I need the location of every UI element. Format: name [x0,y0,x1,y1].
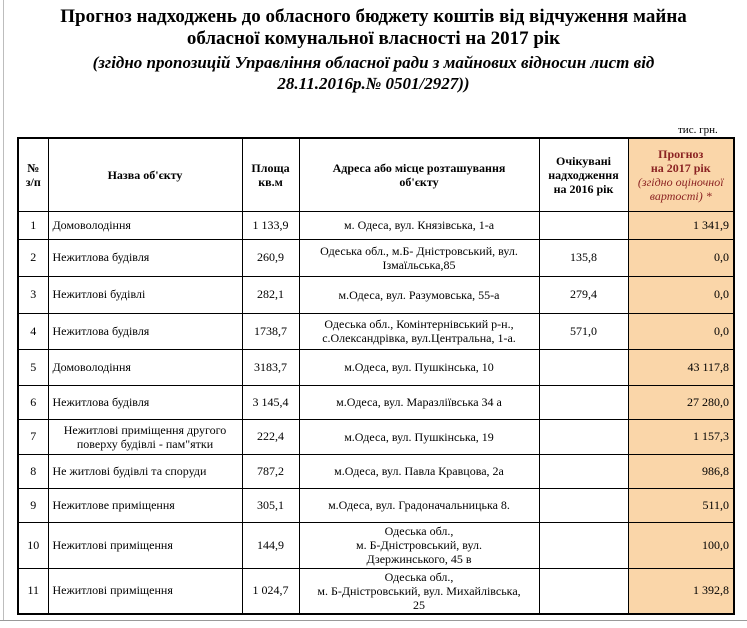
expected-2016: 135,8 [539,239,628,276]
forecast-2017: 1 392,8 [628,568,734,614]
forecast-2017: 0,0 [628,276,734,313]
object-address: Одеська обл., м. Б-Дністровський, вул. Дзержинського, 45 в [299,522,539,568]
expected-2016 [539,454,628,488]
table-header-row [18,138,734,211]
expected-2016 [539,522,628,568]
object-area: 1 024,7 [242,568,299,614]
object-name: Домоволодіння [48,349,242,385]
row-number: 1 [18,211,48,239]
expected-2016 [539,488,628,522]
forecast-2017: 100,0 [628,522,734,568]
expected-2016 [539,419,628,454]
table-row [18,313,734,349]
col-header-forecast: Прогноз на 2017 рік (згідно оціночної вартості) * [628,138,734,211]
document-subtitle-line-2: 28.11.2016р.№ 0501/2927)) [277,74,470,93]
object-name: Домоволодіння [48,211,242,239]
expected-2016 [539,211,628,239]
object-name: Нежитлова будівля [48,385,242,419]
object-area: 787,2 [242,454,299,488]
object-area: 222,4 [242,419,299,454]
col-header-name: Назва об'єкту [48,138,242,211]
object-area: 144,9 [242,522,299,568]
object-address: Одеська обл., м. Б-Дністровський, вул. Михайлівська, 25 [299,568,539,614]
forecast-2017: 986,8 [628,454,734,488]
object-address: м.Одеса, вул. Разумовська, 55-а [299,276,539,313]
object-area: 3183,7 [242,349,299,385]
row-number: 9 [18,488,48,522]
table-row [18,568,734,614]
object-address: Одеська обл., м.Б- Дністровський, вул. Ізмаїльська,85 [299,239,539,276]
expected-2016 [539,385,628,419]
object-address: м.Одеса, вул. Павла Кравцова, 2а [299,454,539,488]
table-row [18,349,734,385]
table-row [18,454,734,488]
object-address: м.Одеса, вул. Пушкінська, 19 [299,419,539,454]
object-address: Одеська обл., Комінтернівський р-н., с.Олександрівка, вул.Центральна, 1-а. [299,313,539,349]
object-name: Нежитлові будівлі [48,276,242,313]
table-row [18,276,734,313]
row-number: 6 [18,385,48,419]
object-area: 1738,7 [242,313,299,349]
object-name: Нежитлова будівля [48,313,242,349]
row-number: 11 [18,568,48,614]
object-area: 260,9 [242,239,299,276]
object-address: м.Одеса, вул. Пушкінська, 10 [299,349,539,385]
table-row [18,211,734,239]
forecast-2017: 1 157,3 [628,419,734,454]
row-number: 3 [18,276,48,313]
row-number: 10 [18,522,48,568]
object-address: м.Одеса, вул. Градоначальницька 8. [299,488,539,522]
row-number: 5 [18,349,48,385]
object-name: Нежитлові приміщення другого поверху будівлі - пам"ятки [48,419,242,454]
col-header-number: № з/п [18,138,48,211]
object-address: м.Одеса, вул. Маразліївська 34 а [299,385,539,419]
col-header-area: Площа кв.м [242,138,299,211]
page-edge-line [3,0,4,627]
forecast-2017: 1 341,9 [628,211,734,239]
table-row [18,239,734,276]
table-row [18,522,734,568]
expected-2016: 571,0 [539,313,628,349]
object-area: 1 133,9 [242,211,299,239]
expected-2016 [539,349,628,385]
table-row [18,419,734,454]
forecast-2017: 0,0 [628,313,734,349]
forecast-2017: 43 117,8 [628,349,734,385]
forecast-2017: 0,0 [628,239,734,276]
object-name: Нежитлові приміщення [48,568,242,614]
unit-label: тис. грн. [678,124,718,136]
object-area: 305,1 [242,488,299,522]
row-number: 8 [18,454,48,488]
table-row [18,488,734,522]
row-number: 7 [18,419,48,454]
object-address: м. Одеса, вул. Князівська, 1-а [299,211,539,239]
object-area: 3 145,4 [242,385,299,419]
forecast-table [17,137,735,615]
forecast-2017: 27 280,0 [628,385,734,419]
object-name: Нежитлове приміщення [48,488,242,522]
object-name: Нежитлові приміщення [48,522,242,568]
table-row [18,385,734,419]
object-area: 282,1 [242,276,299,313]
document-title-line-1: Прогноз надходжень до обласного бюджету коштів від відчуження майна [60,6,687,27]
document-subtitle-line-1: (згідно пропозицій Управління обласної ради з майнових відносин лист від [92,53,655,72]
object-name: Нежитлова будівля [48,239,242,276]
col-header-address: Адреса або місце розташування об'єкту [299,138,539,211]
forecast-2017: 511,0 [628,488,734,522]
expected-2016: 279,4 [539,276,628,313]
row-number: 4 [18,313,48,349]
object-name: Не житлові будівлі та споруди [48,454,242,488]
row-number: 2 [18,239,48,276]
document-title-line-2: обласної комунальної власності на 2017 рік [186,28,561,49]
col-header-expected: Очікувані надходження на 2016 рік [539,138,628,211]
expected-2016 [539,568,628,614]
